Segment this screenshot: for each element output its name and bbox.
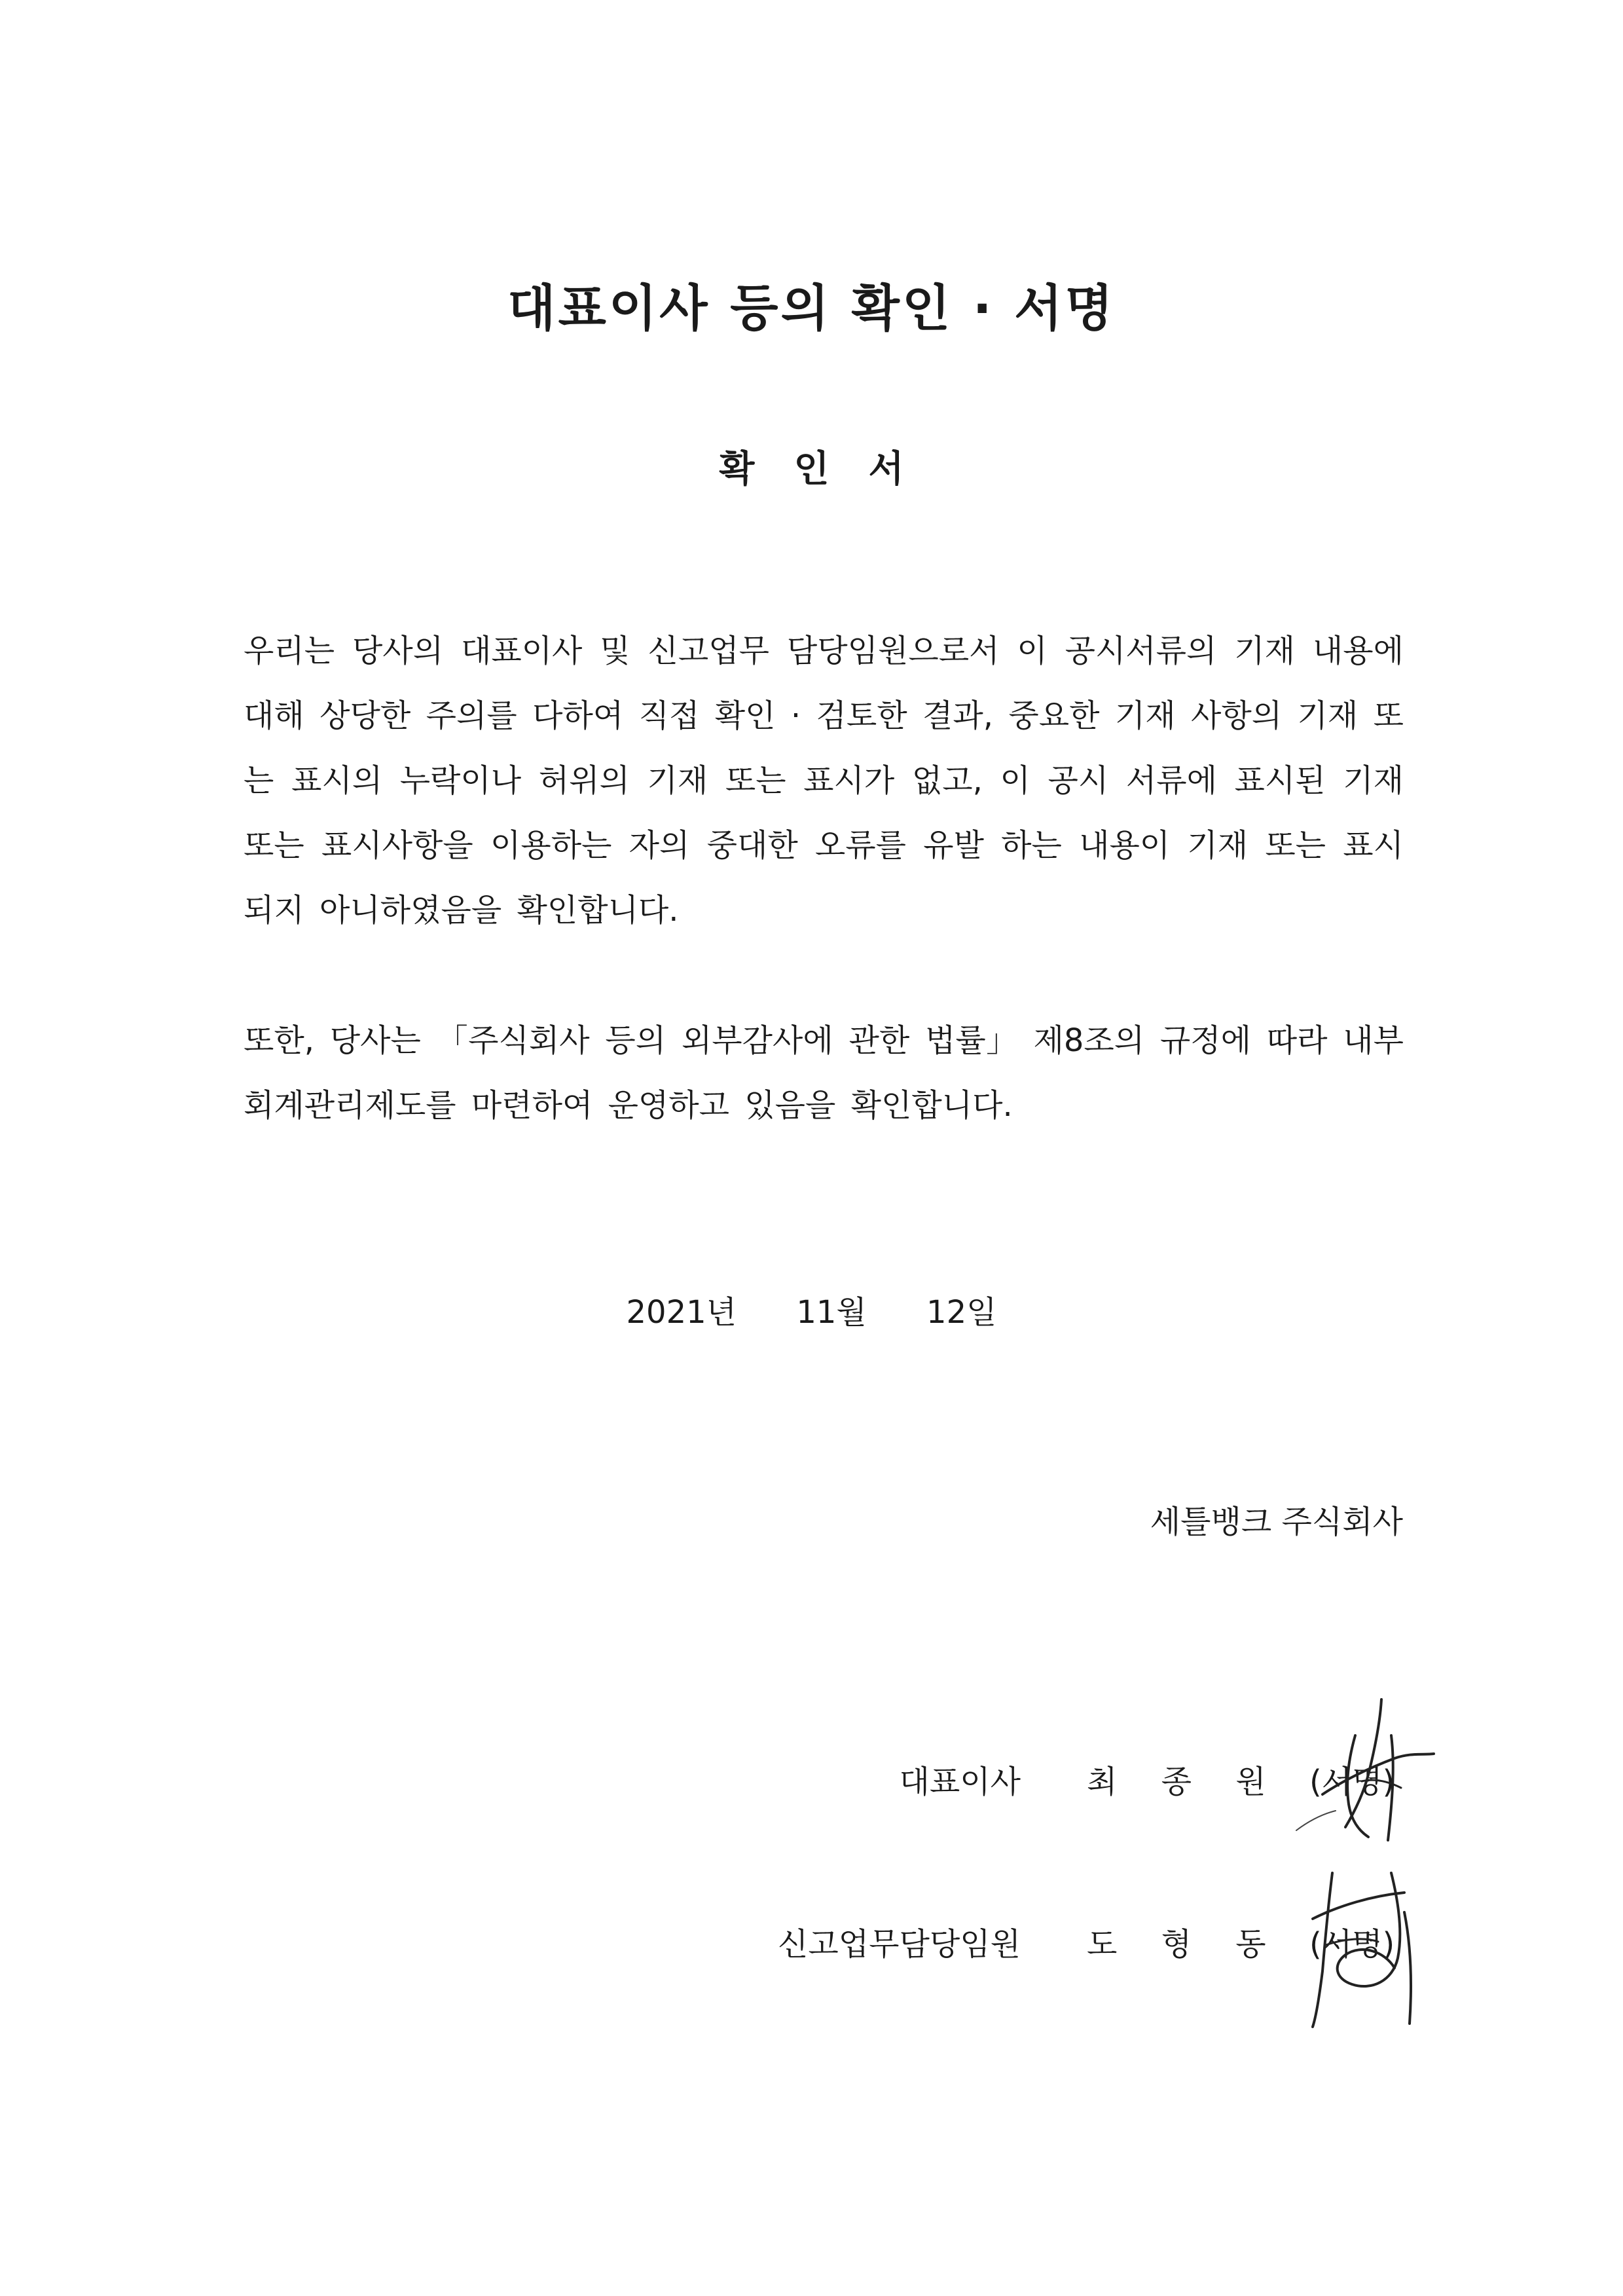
- signature-mark: (서명): [1309, 1926, 1395, 1963]
- signatory-row-disclosure-officer: [0, 1919, 1623, 1965]
- signatory-role: 대표이사: [899, 1764, 1021, 1800]
- date-day: 12일: [926, 1294, 997, 1331]
- date-year: 2021년: [626, 1294, 737, 1331]
- document-subtitle: 확인서: [719, 448, 943, 491]
- document-title: 대표이사 등의 확인 · 서명: [507, 279, 1116, 337]
- signatory-name: 최 종 원: [1087, 1764, 1283, 1800]
- signatory-row-ceo: [0, 1756, 1623, 1802]
- document-date: [0, 1287, 1623, 1332]
- signatory-name: 도 형 동: [1087, 1926, 1283, 1963]
- internal-control-paragraph: 또한, 당사는 「주식회사 등의 외부감사에 관한 법률」 제8조의 규정에 따라 내부회계관리제도를 마련하여 운영하고 있음을 확인합니다.: [244, 1022, 1404, 1124]
- signature-mark: (서명): [1309, 1764, 1395, 1800]
- date-month: 11월: [796, 1294, 867, 1331]
- company-name: 세틀뱅크 주식회사: [1150, 1504, 1403, 1540]
- signatory-role: 신고업무담당임원: [778, 1926, 1021, 1963]
- confirmation-paragraph: 우리는 당사의 대표이사 및 신고업무 담당임원으로서 이 공시서류의 기재 내용에 대해 상당한 주의를 다하여 직접 확인 · 검토한 결과, 중요한 기재 사항의 기재 또는 표시의 누락이나 허위의 기재 또는 표시가 없고, 이 공시 서류에 표시된 기재 또는 표시사항을 이용하는 자의 중대한 오류를 유발 하는 내용이 기재 또는 표시되지 아니하였음을 확인합니다.: [244, 633, 1404, 929]
